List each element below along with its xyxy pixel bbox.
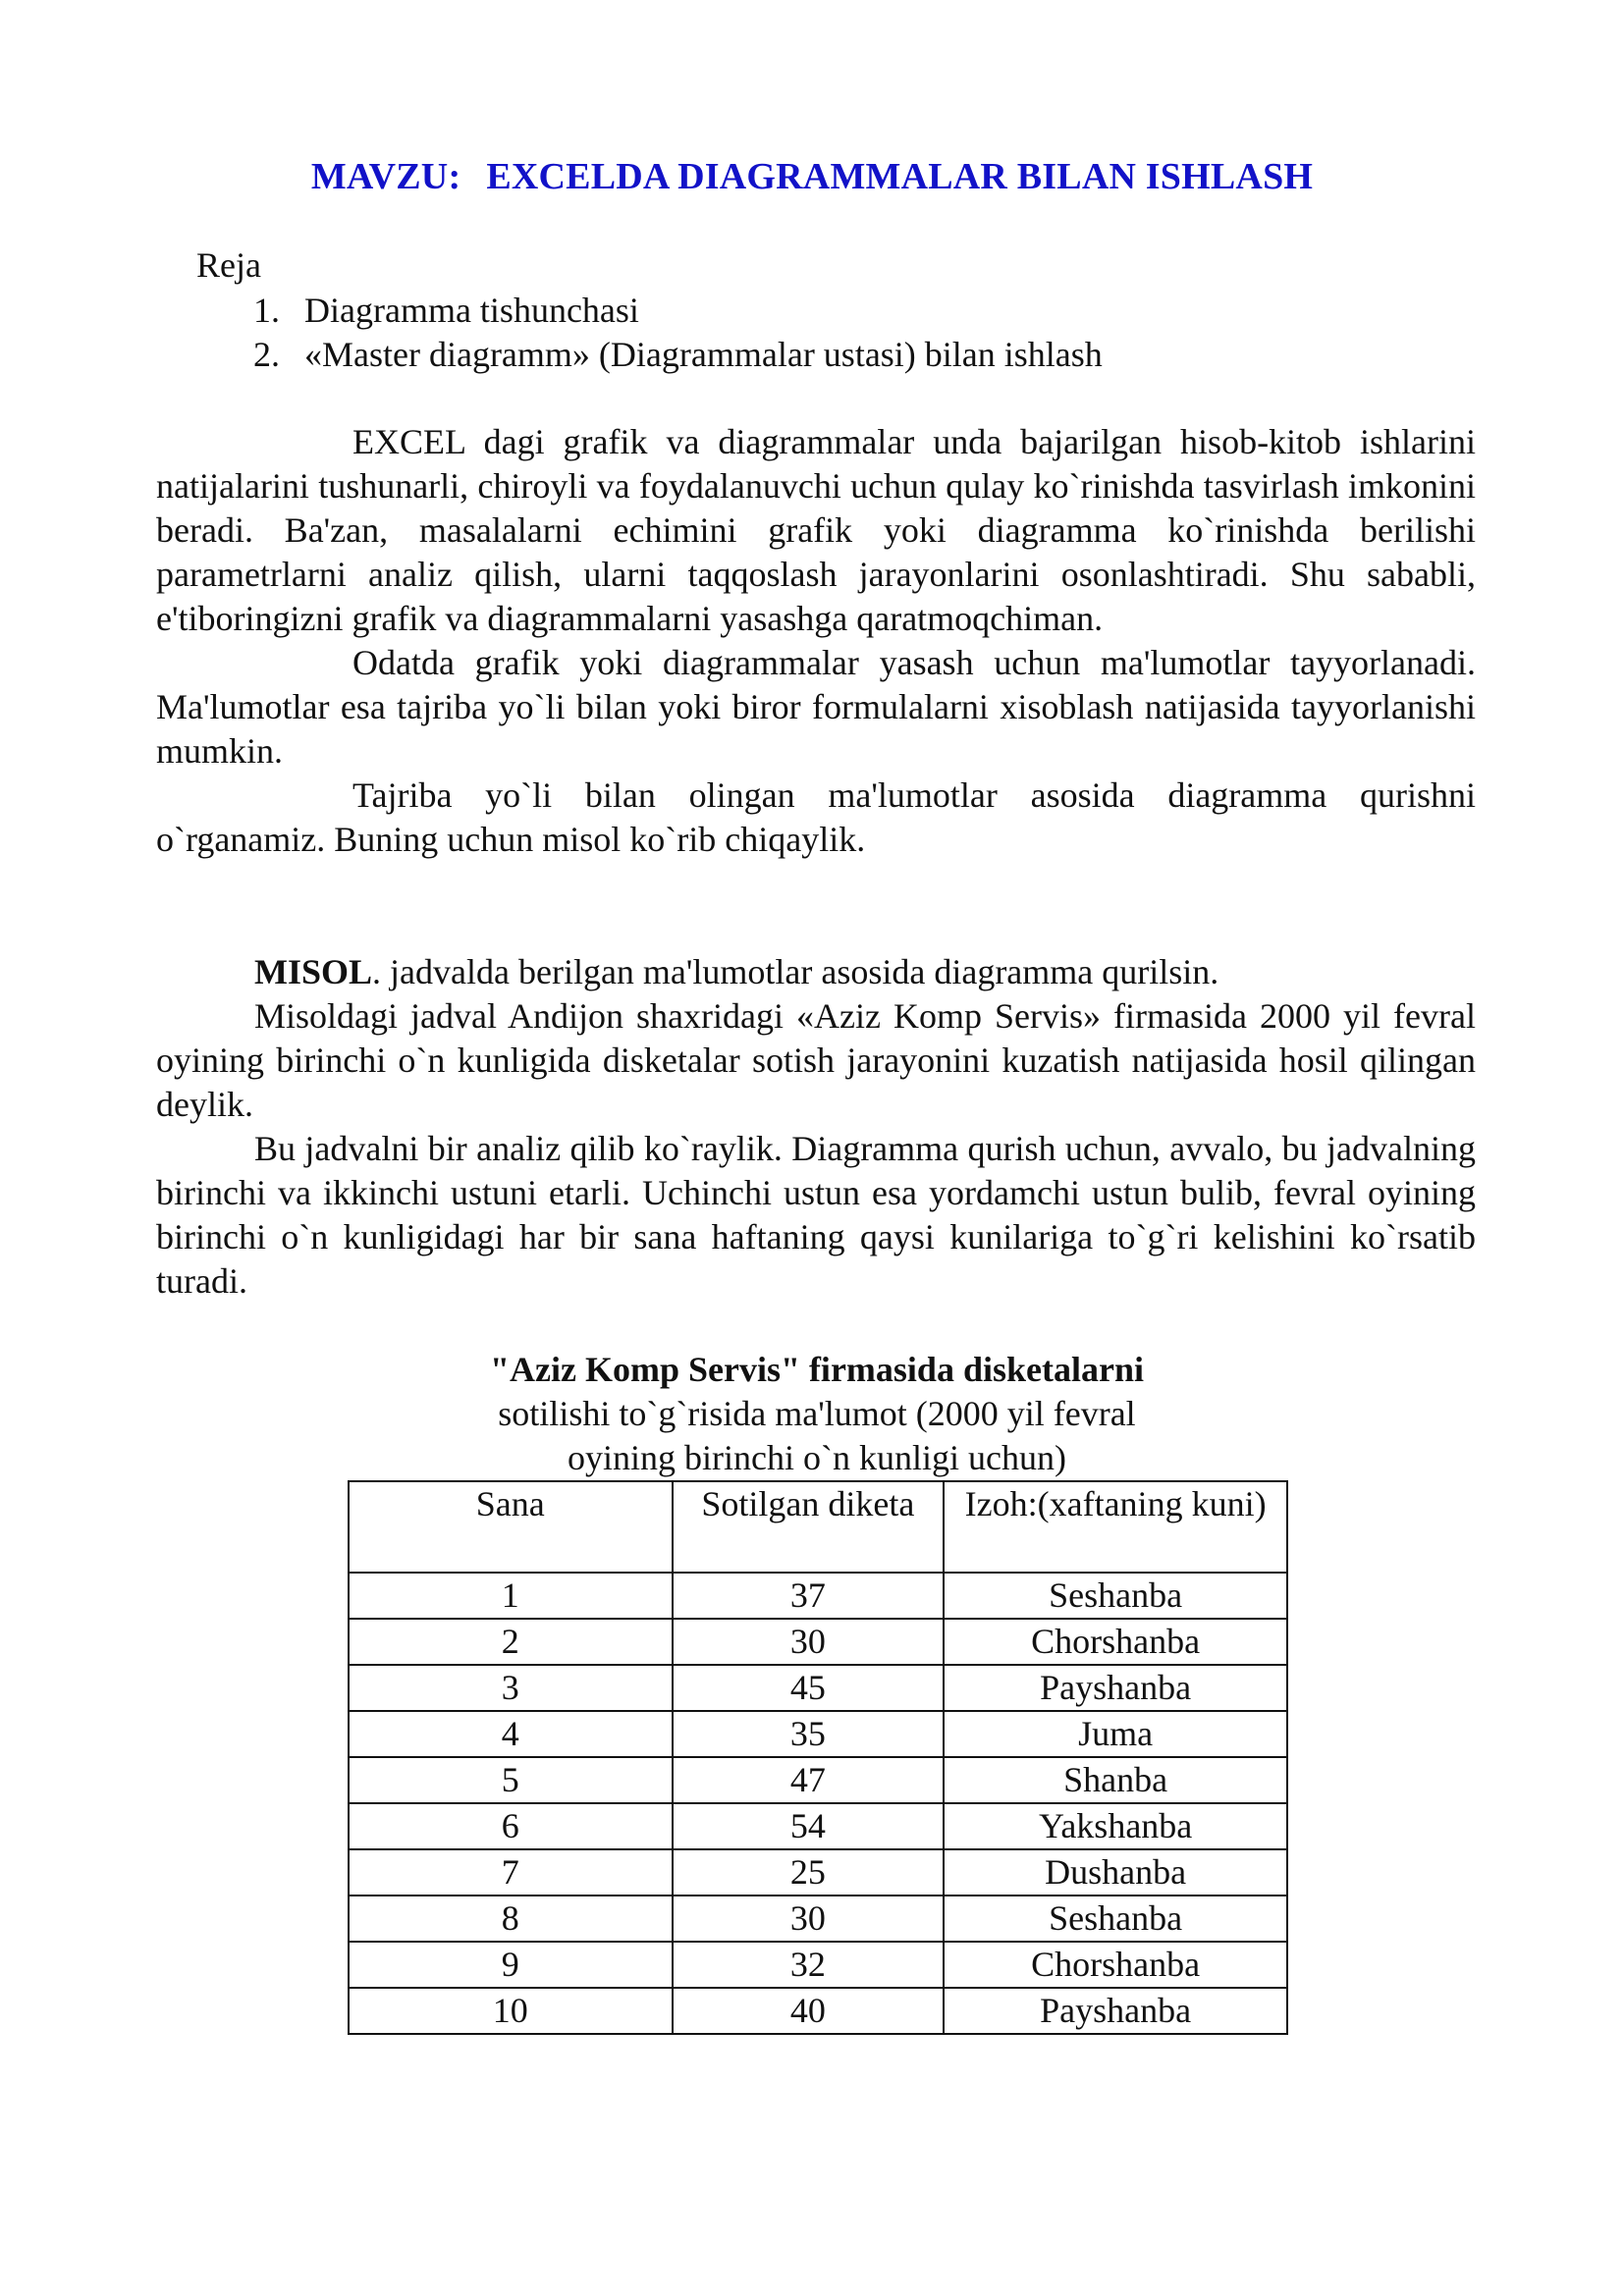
table-row [349,1896,1287,1942]
paragraph-2: Odatda grafik yoki diagrammalar yasash uchun ma'lumotlar tayyorlanadi. Ma'lumotlar esa tajriba yo`li bilan yoki biror formulalarni xisoblash natijasida tayyorlanishi mumkin. [156,643,1476,771]
intro-paragraphs [156,420,1476,862]
page-title [0,153,1624,200]
cell-date: 3 [349,1665,673,1711]
table-row [349,1849,1287,1896]
cell-date: 8 [349,1896,673,1942]
paragraph-1: EXCEL dagi grafik va diagrammalar unda bajarilgan hisob-kitob ishlarini natijalarini tushunarli, chiroyli va foydalanuvchi uchun qulay ko`rinishda tasvirlash imkonini beradi. Ba'zan, masalalarni echimini grafik yoki diagramma ko`rinishda berilishi parametrlarni analiz qilish, ularni taqqoslash jarayonlarini osonlashtiradi. Shu sababli, e'tiboringizni grafik va diagrammalarni yasashga qaratmoqchiman. [156,422,1476,638]
plan-heading: Reja [196,245,261,285]
misol-text: . jadvalda berilgan ma'lumotlar asosida diagramma qurilsin. [372,952,1219,991]
cell-day: Payshanba [944,1988,1287,2034]
table-row [349,1757,1287,1803]
cell-date: 7 [349,1849,673,1896]
table-row [349,1942,1287,1988]
cell-date: 5 [349,1757,673,1803]
plan-item [253,333,1103,377]
cell-date: 6 [349,1803,673,1849]
cell-date: 2 [349,1619,673,1665]
table-row [349,1619,1287,1665]
table-row [349,1988,1287,2034]
cell-day: Yakshanba [944,1803,1287,1849]
table-caption-line: oyining birinchi o`n kunligi uchun) [568,1438,1066,1477]
plan-item-number: 1. [253,291,280,330]
cell-date: 1 [349,1573,673,1619]
plan-item-number: 2. [253,335,280,374]
table-caption [346,1348,1288,1480]
plan-item-text: Diagramma tishunchasi [304,291,639,330]
header-note: Izoh:(xaftaning kuni) [944,1481,1287,1573]
misol-paragraph [156,950,1476,994]
cell-date: 4 [349,1711,673,1757]
cell-date: 9 [349,1942,673,1988]
cell-day: Juma [944,1711,1287,1757]
table-row [349,1803,1287,1849]
plan-list [253,289,1103,377]
cell-sold: 40 [673,1988,945,2034]
table-caption-title: "Aziz Komp Servis" firmasida disketalarni [490,1350,1144,1389]
table-row [349,1711,1287,1757]
paragraph-6: Bu jadvalni bir analiz qilib ko`raylik. Diagramma qurish uchun, avvalo, bu jadvalning birinchi va ikkinchi ustuni etarli. Uchinchi ustun esa yordamchi ustun bulib, fevral oyining birinchi o`n kunligidagi har bir sana haftaning qaysi kunilariga to`g`ri kelishini ko`rsatib turadi. [156,1129,1476,1301]
cell-day: Chorshanba [944,1619,1287,1665]
table-row [349,1665,1287,1711]
header-sold: Sotilgan diketa [673,1481,945,1573]
cell-day: Shanba [944,1757,1287,1803]
paragraph-5: Misoldagi jadval Andijon shaxridagi «Aziz Komp Servis» firmasida 2000 yil fevral oyining birinchi o`n kunligida disketalar sotish jarayonini kuzatish natijasida hosil qilingan deylik. [156,996,1476,1124]
cell-sold: 30 [673,1619,945,1665]
paragraph-3: Tajriba yo`li bilan olingan ma'lumotlar asosida diagramma qurishni o`rganamiz. Buning uchun misol ko`rib chiqaylik. [156,775,1476,859]
table-caption-line: sotilishi to`g`risida ma'lumot (2000 yil fevral [498,1394,1136,1433]
table-row [349,1573,1287,1619]
misol-label: MISOL [254,952,373,991]
cell-sold: 47 [673,1757,945,1803]
cell-date: 10 [349,1988,673,2034]
example-paragraphs [156,950,1476,1304]
plan-item-text: «Master diagramm» (Diagrammalar ustasi) bilan ishlash [304,335,1103,374]
cell-sold: 45 [673,1665,945,1711]
cell-sold: 54 [673,1803,945,1849]
cell-day: Seshanba [944,1896,1287,1942]
cell-sold: 30 [673,1896,945,1942]
cell-day: Payshanba [944,1665,1287,1711]
header-date: Sana [349,1481,673,1573]
sales-table [348,1480,1288,2035]
cell-sold: 35 [673,1711,945,1757]
cell-day: Dushanba [944,1849,1287,1896]
cell-sold: 25 [673,1849,945,1896]
title-text: EXCELDA DIAGRAMMALAR BILAN ISHLASH [486,156,1314,197]
cell-day: Chorshanba [944,1942,1287,1988]
plan-item [253,289,1103,333]
cell-day: Seshanba [944,1573,1287,1619]
title-prefix: MAVZU: [310,156,461,197]
table-header-row [349,1481,1287,1573]
cell-sold: 37 [673,1573,945,1619]
cell-sold: 32 [673,1942,945,1988]
